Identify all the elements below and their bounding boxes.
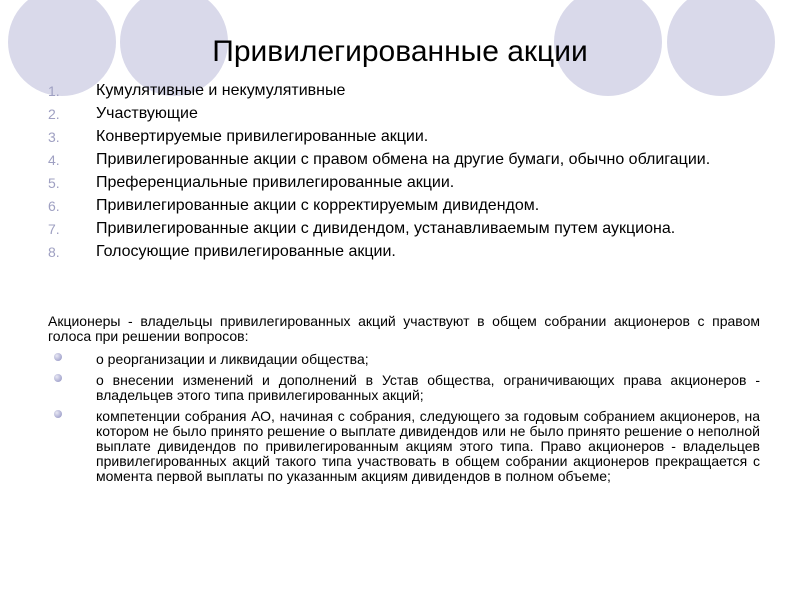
list-item-text: Кумулятивные и некумулятивные <box>96 82 346 99</box>
list-item <box>48 105 760 123</box>
list-item-text: Привилегированные акции с правом обмена на другие бумаги, обычно облигации. <box>96 151 711 168</box>
list-item <box>48 220 760 238</box>
list-item-text: Конвертируемые привилегированные акции. <box>96 128 429 145</box>
list-number: 8. <box>48 244 60 260</box>
list-item <box>48 151 760 169</box>
list-item <box>48 174 760 192</box>
bullet-dot-icon <box>54 410 62 418</box>
bullet-text: о реорганизации и ликвидации общества; <box>96 351 369 367</box>
bullet-item <box>48 352 760 367</box>
list-number: 3. <box>48 129 60 145</box>
list-item <box>48 197 760 215</box>
bullet-item <box>48 373 760 403</box>
bullet-dot-icon <box>54 353 62 361</box>
list-number: 5. <box>48 175 60 191</box>
list-item <box>48 243 760 261</box>
list-number: 6. <box>48 198 60 214</box>
list-item-text: Участвующие <box>96 105 198 122</box>
list-item <box>48 82 760 100</box>
list-item-text: Голосующие привилегированные акции. <box>96 243 396 260</box>
body-paragraph: Акционеры - владельцы привилегированных акций участвуют в общем собрании акционеров с правом голоса при решении вопросов: <box>48 313 760 344</box>
list-item-text: Привилегированные акции с корректируемым дивидендом. <box>96 197 540 214</box>
bullet-text: о внесении изменений и дополнений в Устав общества, ограничивающих права акционеров - владельцев этого типа привилегированных акций; <box>96 372 760 403</box>
list-number: 7. <box>48 221 60 237</box>
list-number: 2. <box>48 106 60 122</box>
slide-title: Привилегированные акции <box>212 35 588 68</box>
bullet-list <box>48 352 760 490</box>
bullet-text: компетенции собрания АО, начиная с собрания, следующего за годовым собранием акционеров, на котором не было принято решение о выплате дивидендов или не было принято решение о неполной выплате дивидендов по привилегированным акциям этого типа. Право акционеров - владельцев привилегированных акций такого типа участвовать в общем собрании акционеров прекращается с момента первой выплаты по указанным акциям дивидендов в полном объеме; <box>96 408 760 484</box>
numbered-list <box>48 82 760 266</box>
bullet-item <box>48 409 760 484</box>
list-item-text: Преференциальные привилегированные акции. <box>96 174 455 191</box>
bullet-dot-icon <box>54 374 62 382</box>
list-number: 1. <box>48 83 60 99</box>
list-number: 4. <box>48 152 60 168</box>
list-item-text: Привилегированные акции с дивидендом, устанавливаемым путем аукциона. <box>96 220 676 237</box>
list-item <box>48 128 760 146</box>
